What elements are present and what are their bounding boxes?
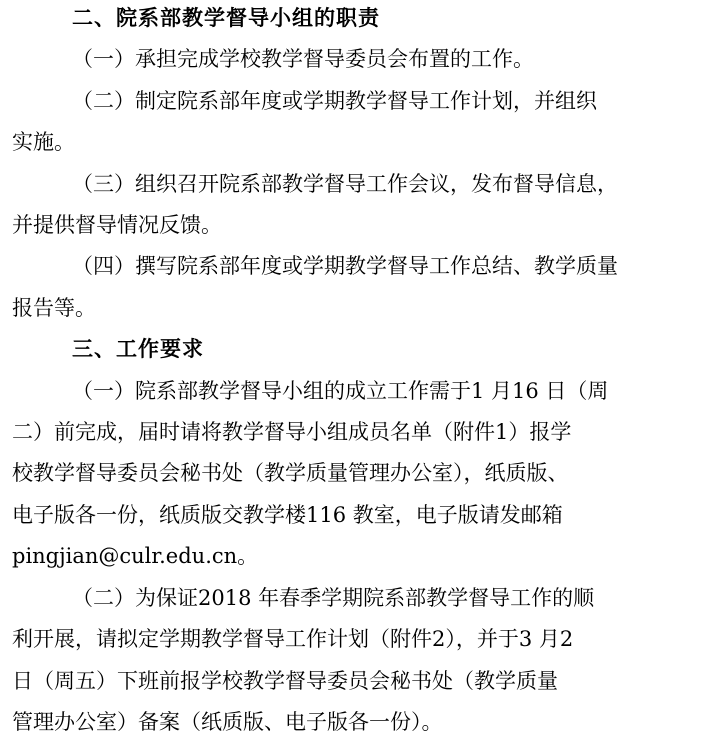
text-line: 管理办公室）备案（纸质版、电子版各一份）。 — [12, 709, 443, 734]
text-line: 日（周五）下班前报学校教学督导委员会秘书处（教学质量 — [12, 668, 558, 693]
text-line: （二）为保证2018 年春季学期院系部教学督导工作的顺 — [72, 585, 595, 610]
section-heading-requirements: 三、工作要求 — [72, 337, 204, 362]
email-line: pingjian@culr.edu.cn。 — [12, 544, 259, 569]
text-line: （三）组织召开院系部教学督导工作会议，发布督导信息， — [72, 171, 618, 196]
text-line: （四）撰写院系部年度或学期教学督导工作总结、教学质量 — [72, 254, 618, 279]
text-line: （二）制定院系部年度或学期教学督导工作计划，并组织 — [72, 88, 597, 113]
duty-item-2 — [12, 81, 711, 164]
duty-item-3 — [12, 164, 711, 247]
text-line: 并提供督导情况反馈。 — [12, 213, 222, 238]
text-line: （一）承担完成学校教学督导委员会布置的工作。 — [72, 47, 534, 72]
text-line: （一）院系部教学督导小组的成立工作需于1 月16 日（周 — [72, 378, 609, 403]
text-line: 实施。 — [12, 130, 75, 155]
text-line: 二）前完成，届时请将教学督导小组成员名单（附件1）报学 — [12, 420, 572, 445]
requirement-item-1 — [12, 371, 711, 578]
text-line: 校教学督导委员会秘书处（教学质量管理办公室），纸质版、 — [12, 461, 569, 486]
duty-item-4 — [12, 246, 711, 329]
duty-item-1 — [12, 39, 711, 80]
section-heading-duties: 二、院系部教学督导小组的职责 — [72, 6, 380, 30]
text-line: 利开展，请拟定学期教学督导工作计划（附件2），并于3 月2 — [12, 627, 574, 652]
text-line: 电子版各一份，纸质版交教学楼116 教室，电子版请发邮箱 — [12, 502, 563, 527]
text-line: 报告等。 — [12, 295, 96, 320]
requirement-item-2 — [12, 578, 711, 744]
